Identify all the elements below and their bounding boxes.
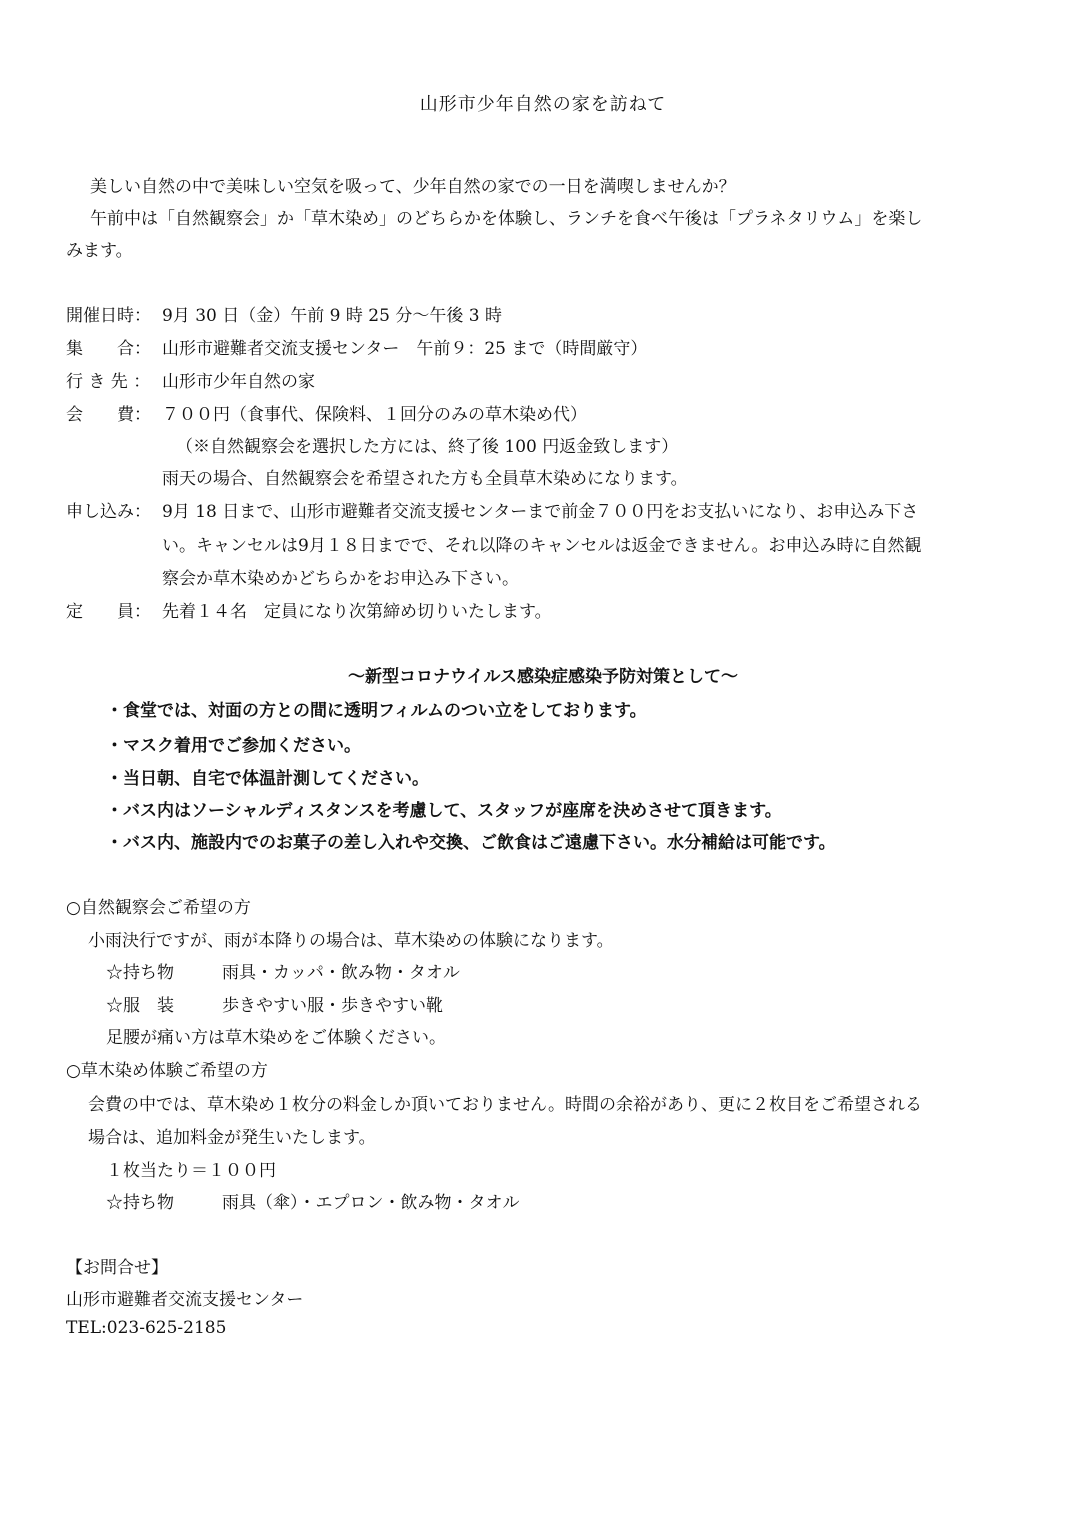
nature-items-value: 雨具・カッパ・飲み物・タオル — [222, 963, 460, 983]
date-value: 9月 30 日（金）午前 9 時 25 分〜午後 3 時 — [162, 306, 502, 326]
intro-line-2: 午前中は「自然観察会」か「草木染め」のどちらかを体験し、ランチを食べ午後は「プラネタリウム」を楽し — [90, 209, 923, 229]
dye-heading: ○草木染め体験ご希望の方 — [66, 1061, 268, 1081]
nature-items-row — [106, 958, 460, 983]
nature-clothes-row — [106, 991, 443, 1016]
covid-item: ・マスク着用でご参加ください。 — [106, 736, 361, 756]
meet-label: 集 合： — [66, 339, 151, 359]
fee-label: 会 費： — [66, 405, 151, 425]
date-label: 開催日時： — [66, 306, 151, 326]
nature-heading: ○自然観察会ご希望の方 — [66, 898, 251, 918]
contact-heading: 【お問合せ】 — [66, 1258, 168, 1278]
nature-note: 小雨決行ですが、雨が本降りの場合は、草木染めの体験になります。 — [88, 931, 614, 951]
covid-item: ・食堂では、対面の方との間に透明フィルムのつい立をしております。 — [106, 701, 647, 721]
dye-items-value: 雨具（傘）・エプロン・飲み物・タオル — [222, 1193, 520, 1213]
dye-items-label: ☆持ち物 — [106, 1193, 174, 1213]
nature-footnote: 足腰が痛い方は草木染めをご体験ください。 — [106, 1028, 446, 1048]
capacity-value: 先着１４名 定員になり次第締め切りいたします。 — [162, 602, 552, 622]
capacity-row — [66, 597, 552, 622]
meet-row — [66, 334, 647, 359]
nature-items-label: ☆持ち物 — [106, 963, 174, 983]
fee-row — [66, 400, 587, 425]
apply-label: 申し込み： — [66, 502, 151, 522]
apply-cont-2: 察会か草木染めかどちらかをお申込み下さい。 — [162, 569, 519, 589]
dye-price: １枚当たり＝１００円 — [106, 1161, 276, 1181]
apply-row — [66, 497, 918, 522]
fee-note-2: 雨天の場合、自然観察会を希望された方も全員草木染めになります。 — [162, 469, 688, 489]
intro-line-3: みます。 — [66, 241, 133, 261]
intro-line-1: 美しい自然の中で美味しい空気を吸って、少年自然の家での一日を満喫しませんか？ — [90, 177, 736, 197]
covid-item: ・バス内、施設内でのお菓子の差し入れや交換、ご飲食はご遠慮下さい。水分補給は可能です。 — [106, 833, 836, 853]
dye-items-row — [106, 1188, 520, 1213]
page-title: 山形市少年自然の家を訪ねて — [419, 94, 667, 115]
nature-clothes-label: ☆服 装 — [106, 996, 174, 1016]
capacity-label: 定 員： — [66, 602, 151, 622]
dest-row — [66, 367, 315, 392]
covid-heading: 〜新型コロナウイルス感染症感染予防対策として〜 — [348, 667, 738, 687]
fee-note-1: （※自然観察会を選択した方には、終了後 100 円返金致します） — [176, 437, 679, 457]
fee-value: ７００円（食事代、保険料、１回分のみの草木染め代） — [162, 405, 587, 425]
dest-value: 山形市少年自然の家 — [162, 372, 315, 392]
apply-value: 9月 18 日まで、山形市避難者交流支援センターまで前金７００円をお支払いになり、お申込み下さ — [162, 502, 919, 522]
dye-note-1: 会費の中では、草木染め１枚分の料金しか頂いておりません。時間の余裕があり、更に２枚目をご希望される — [88, 1095, 923, 1115]
covid-item: ・当日朝、自宅で体温計測してください。 — [106, 769, 429, 789]
dye-note-2: 場合は、追加料金が発生いたします。 — [88, 1128, 376, 1148]
contact-name: 山形市避難者交流支援センター — [66, 1290, 304, 1310]
dest-label: 行 き 先 ： — [66, 372, 151, 392]
contact-tel: TEL:023-625-2185 — [66, 1318, 227, 1338]
covid-item: ・バス内はソーシャルディスタンスを考慮して、スタッフが座席を決めさせて頂きます。 — [106, 801, 782, 821]
meet-value: 山形市避難者交流支援センター 午前９：25 まで（時間厳守） — [162, 339, 648, 359]
date-row — [66, 301, 502, 326]
nature-clothes-value: 歩きやすい服・歩きやすい靴 — [222, 996, 443, 1016]
apply-cont-1: い。キャンセルは9月１８日までで、それ以降のキャンセルは返金できません。お申込み時に自然観 — [162, 536, 922, 556]
